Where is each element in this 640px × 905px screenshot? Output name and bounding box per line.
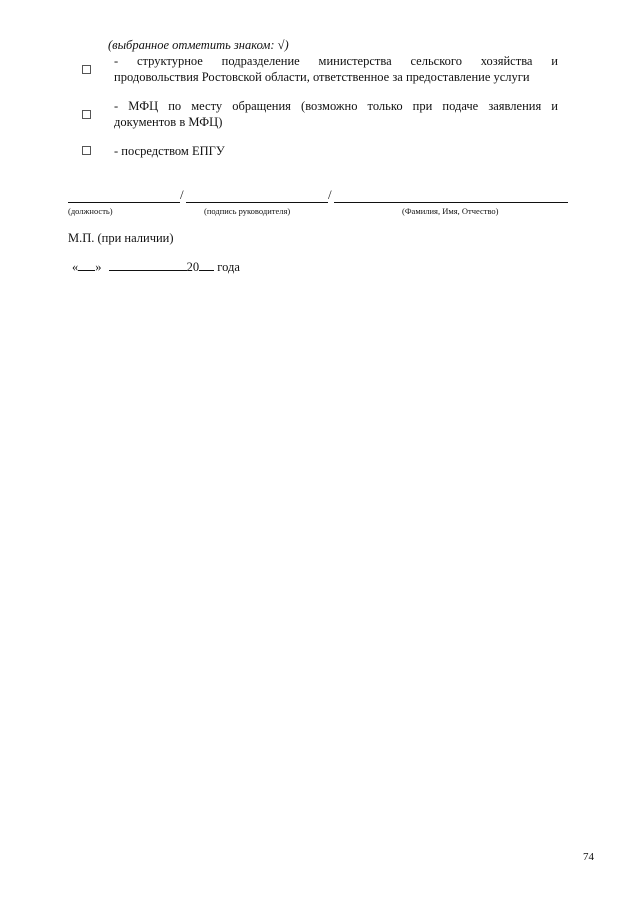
name-line — [334, 202, 568, 203]
option-2-text-line-1: - МФЦ по месту обращения (возможно только при подаче заявления и — [114, 99, 558, 113]
name-caption: (Фамилия, Имя, Отчество) — [402, 206, 499, 216]
position-line — [68, 202, 180, 203]
month-blank — [109, 259, 187, 271]
year-blank — [199, 259, 214, 271]
signature-separator-1: / — [180, 187, 184, 202]
page-number: 74 — [583, 851, 594, 863]
option-1-text-line-1: - структурное подразделение министерства сельского хозяйства и — [114, 54, 558, 68]
option-3-checkbox[interactable] — [82, 146, 91, 155]
day-blank — [78, 259, 95, 271]
option-2-text-line-2: документов в МФЦ) — [114, 115, 223, 129]
signature-line — [186, 202, 328, 203]
date-century: 20 — [186, 260, 200, 274]
stamp-note: М.П. (при наличии) — [68, 231, 174, 245]
date-year-word: года — [217, 260, 240, 274]
signature-separator-2: / — [328, 187, 332, 202]
signature-caption: (подпись руководителя) — [204, 206, 291, 216]
option-2-checkbox[interactable] — [82, 110, 91, 119]
option-1-checkbox[interactable] — [82, 65, 91, 74]
date-open-quote: « — [72, 260, 79, 274]
option-3-text-line-1: - посредством ЕПГУ — [114, 144, 225, 158]
position-caption: (должность) — [68, 206, 113, 216]
date-line — [72, 259, 240, 275]
date-close-quote: » — [95, 260, 102, 274]
option-1-text-line-2: продовольствия Ростовской области, ответственное за предоставление услуги — [114, 70, 530, 84]
selection-note: (выбранное отметить знаком: √) — [108, 38, 289, 52]
